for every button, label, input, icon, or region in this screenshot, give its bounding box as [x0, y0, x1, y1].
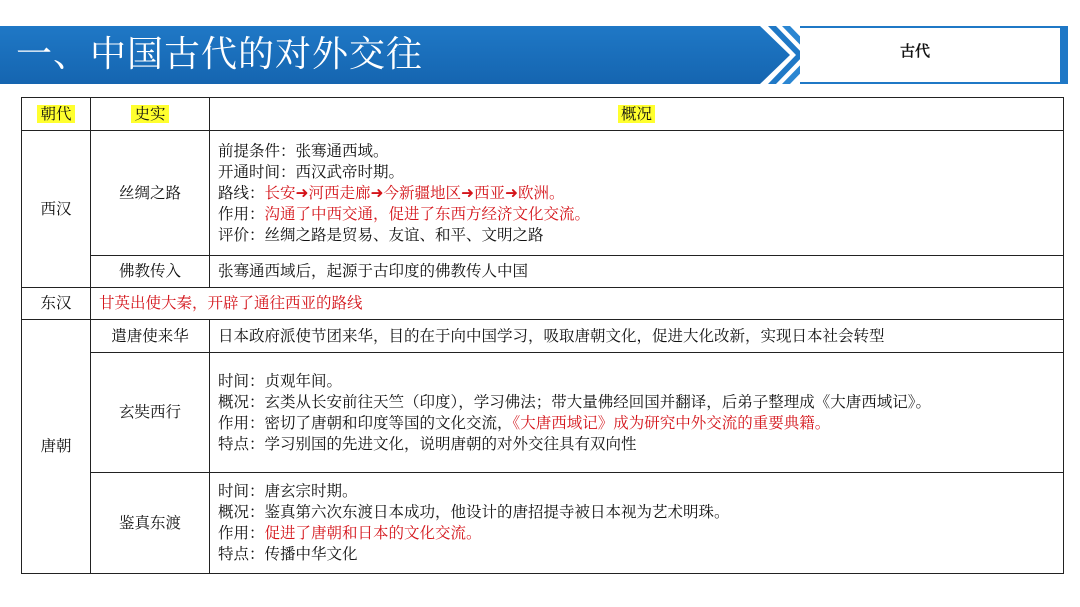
- section-tag-box: [800, 26, 1062, 84]
- fact-cell: 玄奘西行: [91, 353, 210, 473]
- overview-cell: 张骞通西域后，起源于古印度的佛教传人中国: [210, 256, 1064, 288]
- fact-cell: 佛教传入: [91, 256, 210, 288]
- header-overview: 概况: [210, 98, 1064, 131]
- overview-cell: 时间：唐玄宗时期。 概况：鉴真第六次东渡日本成功，他设计的唐招提寺被日本视为艺术明珠。 作用：促进了唐朝和日本的文化交流。 特点：传播中华文化: [210, 473, 1064, 574]
- table-row: [22, 353, 1064, 473]
- tag-accent-bar: [1062, 26, 1068, 84]
- table-row: [22, 473, 1064, 574]
- header-dynasty: 朝代: [22, 98, 91, 131]
- section-tag: 古代: [900, 42, 931, 60]
- dynasty-cell: 东汉: [22, 288, 91, 320]
- table-row: [22, 256, 1064, 288]
- dynasty-cell: 西汉: [22, 131, 91, 288]
- fact-cell: 鉴真东渡: [91, 473, 210, 574]
- fact-cell: 丝绸之路: [91, 131, 210, 256]
- overview-cell: 前提条件：张骞通西域。 开通时间：西汉武帝时期。 路线：长安➜河西走廊➜今新疆地区➜西亚➜欧洲。 作用：沟通了中西交通，促进了东西方经济文化交流。 评价：丝绸之路是贸易、友谊、和平、文明之路: [210, 131, 1064, 256]
- overview-cell: 甘英出使大秦，开辟了通往西亚的路线: [91, 288, 1064, 320]
- overview-cell: 时间：贞观年间。 概况：玄类从长安前往天竺（印度），学习佛法；带大量佛经回国并翻译，后弟子整理成《大唐西域记》。 作用：密切了唐朝和印度等国的文化交流，《大唐西域记》成为研究中外交流的重要典籍。 特点：学习别国的先进文化，说明唐朝的对外交往具有双向性: [210, 353, 1064, 473]
- exchange-table: [21, 97, 1064, 574]
- fact-cell: 遣唐使来华: [91, 320, 210, 353]
- table-row: [22, 131, 1064, 256]
- dynasty-cell: 唐朝: [22, 320, 91, 574]
- overview-cell: 日本政府派使节团来华，目的在于向中国学习，吸取唐朝文化，促进大化改新，实现日本社会转型: [210, 320, 1064, 353]
- table-header-row: [22, 98, 1064, 131]
- table-row: [22, 320, 1064, 353]
- page-title: 一、中国古代的对外交往: [16, 34, 424, 75]
- table-row: [22, 288, 1064, 320]
- header-fact: 史实: [91, 98, 210, 131]
